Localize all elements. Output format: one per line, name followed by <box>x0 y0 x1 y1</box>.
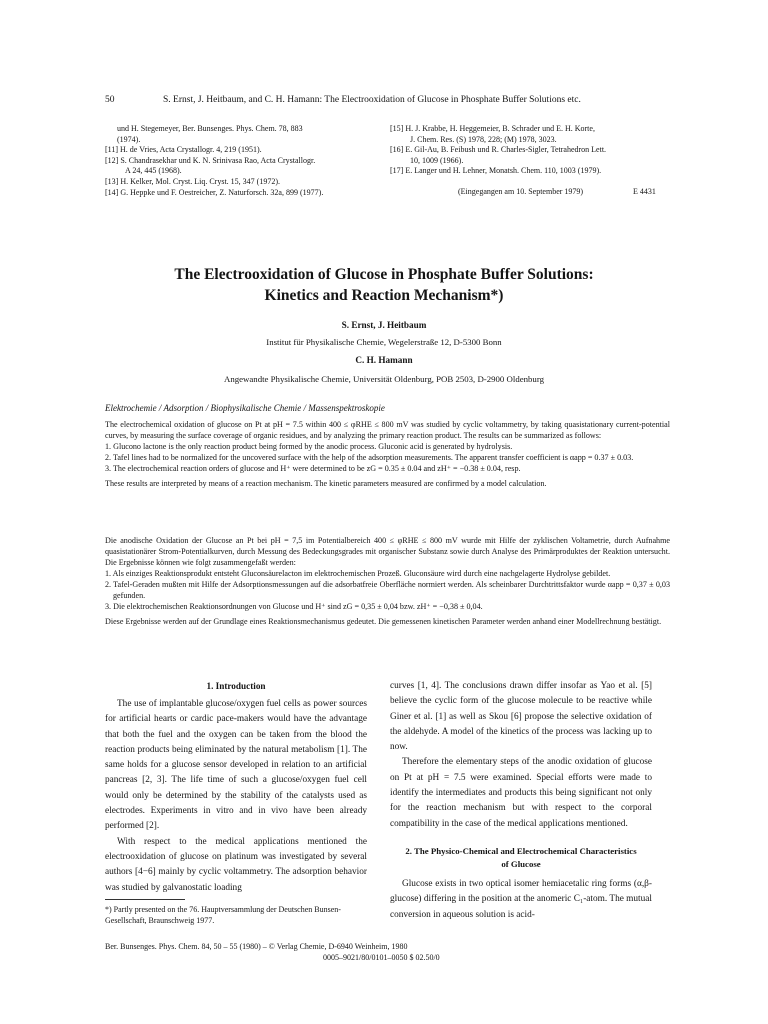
right-paragraph-2: Therefore the elementary steps of the anodic oxidation of glucose on Pt at pH = 7.5 were examined. Special efforts were made to identify the intermediates and products this being significant not only for the reaction mechanism but with respect to the corporal compatibility in the case of the medical applications mentioned. <box>390 757 652 829</box>
reference-line: [13] H. Kelker, Mol. Cryst. Liq. Cryst. 15, 347 (1972). <box>105 176 280 186</box>
footnote: *) Partly presented on the 76. Hauptversammlung der Deutschen Bunsen-Gesellschaft, Braunschweig 1977. <box>105 905 341 925</box>
footnote-rule <box>105 899 185 900</box>
abstract-german <box>105 535 670 627</box>
reference-line: (1974). <box>117 134 141 144</box>
received-code: E 4431 <box>633 187 656 196</box>
abstract-de-item-1: 1. Als einziges Reaktionsprodukt entsteht Gluconsäurelacton im elektrochemischen Prozeß. Gluconsäure wird durch eine nachgelagerte Hydrolyse gebildet. <box>105 569 611 578</box>
page-footer <box>105 941 670 963</box>
received-date: (Eingegangen am 10. September 1979) <box>458 187 584 196</box>
authors-1: S. Ernst, J. Heitbaum <box>341 320 427 330</box>
right-column <box>390 679 652 923</box>
section-2-heading <box>390 845 652 871</box>
running-title: S. Ernst, J. Heitbaum, and C. H. Hamann: The Electrooxidation of Glucose in Phosphate Buffer Solutions etc. <box>163 95 581 105</box>
abstract-de-intro: Die anodische Oxidation der Glucose an Pt bei pH = 7,5 im Potentialbereich 400 ≤ φRHE ≤ 800 mV wurde mit Hilfe der zyklischen Voltametrie, durch Aufnahme quasistationärer Strom-Potentialkurven, durch Messung des Bedeckungsgrades mit organischer Substanz sowie durch Analyse des Primärproduktes der Reaktion untersucht. Die Ergebnisse können wie folgt zusammengefaßt werden: <box>105 536 670 567</box>
reference-line: J. Chem. Res. (S) 1978, 228; (M) 1978, 3023. <box>410 134 557 144</box>
reference-line: [11] H. de Vries, Acta Crystallogr. 4, 219 (1951). <box>105 145 262 155</box>
reference-line: [14] G. Heppke und F. Oestreicher, Z. Naturforsch. 32a, 899 (1977). <box>105 187 324 197</box>
reference-line: [17] E. Langer und H. Lehner, Monatsh. Chem. 110, 1003 (1979). <box>390 166 602 176</box>
reference-line: [15] H. J. Krabbe, H. Heggemeier, B. Schrader und E. H. Korte, <box>390 124 595 133</box>
affiliation-1: Institut für Physikalische Chemie, Wegelerstraße 12, D-5300 Bonn <box>266 337 502 347</box>
abstract-en-intro: The electrochemical oxidation of glucose on Pt at pH = 7.5 within 400 ≤ φRHE ≤ 800 mV was studied by cyclic voltammetry, by taking quasistationary current-potential curves, by measuring the surface coverage of organic residues, and by analyzing the primary reaction product. The results can be summarized as follows: <box>105 420 670 440</box>
section-1-heading: 1. Introduction <box>206 681 266 691</box>
abstract-de-item-2: 2. Tafel-Geraden mußten mit Hilfe der Adsorptionsmessungen auf die adsorbatfreie Oberfläche normiert werden. Als scheinbarer Durchtrittsfaktor wurde αapp = 0,37 ± 0,03 gefunden. <box>105 580 670 600</box>
reference-line: und H. Stegemeyer, Ber. Bunsenges. Phys. Chem. 78, 883 <box>117 124 303 133</box>
keywords: Elektrochemie / Adsorption / Biophysikalische Chemie / Massenspektroskopie <box>105 403 385 413</box>
reference-line: A 24, 445 (1968). <box>125 166 182 176</box>
right-paragraph-1: curves [1, 4]. The conclusions drawn differ insofar as Yao et al. [5] believe the cyclic form of the glucose molecule to be reactive while Giner et al. [1] as well as Skou [6] propose the selective oxidation of the aldehyde. A model of the kinetics of the process was lacking up to now. <box>390 681 652 753</box>
section-1-paragraph-1: The use of implantable glucose/oxygen fuel cells as power sources for artificial hearts or cardic pace-makers would have the advantage that both the fuel and the oxygen can be taken from the blood the reaction products being eliminated by the natural metabolism [1]. The same holds for a glucose sensor developed in relation to an artificial pancreas [2, 3]. The life time of such a glucose/oxygen fuel cell would only be determined by the stability of the catalysts used as electrodes. Experiments in vitro and in vivo have been already performed [2]. <box>105 699 367 832</box>
affiliation-2: Angewandte Physikalische Chemie, Universität Oldenburg, POB 2503, D-2900 Oldenburg <box>224 374 544 384</box>
reference-line: 10, 1009 (1966). <box>410 155 464 165</box>
abstract-de-item-3: 3. Die elektrochemischen Reaktionsordnungen von Glucose und H⁺ sind zG = 0,35 ± 0,04 bzw. zH⁺ = −0,38 ± 0,04. <box>105 602 483 611</box>
section-2-heading-line-1: 2. The Physico-Chemical and Electrochemical Characteristics <box>405 845 637 856</box>
section-1-paragraph-2: With respect to the medical applications mentioned the electrooxidation of glucose on platinum was investigated by several authors [4−6] mainly by cyclic voltammetry. The adsorption behavior was studied by galvanostatic loading <box>105 836 367 893</box>
title-line-2: Kinetics and Reaction Mechanism*) <box>264 287 504 304</box>
abstract-en-item-2: 2. Tafel lines had to be normalized for the uncovered surface with the help of the adsorption measurements. The apparent transfer coefficient is αapp = 0.37 ± 0.03. <box>105 453 634 462</box>
abstract-english <box>105 419 670 489</box>
footer-code: 0005–9021/80/0101–0050 $ 02.50/0 <box>323 953 440 962</box>
title-line-1: The Electrooxidation of Glucose in Phosphate Buffer Solutions: <box>174 266 594 283</box>
abstract-en-item-3: 3. The electrochemical reaction orders of glucose and H⁺ were determined to be zG = 0.35 ± 0.04 and zH⁺ = −0.38 ± 0.04, resp. <box>105 464 521 473</box>
references-right <box>390 124 670 177</box>
abstract-en-closing: These results are interpreted by means of a reaction mechanism. The kinetic parameters measured are confirmed by a model calculation. <box>105 479 547 488</box>
abstract-en-item-1: 1. Glucono lactone is the only reaction product being formed by the anodic process. Gluconic acid is generated by hydrolysis. <box>105 442 513 451</box>
left-column <box>105 680 367 896</box>
article-title <box>0 264 768 306</box>
section-2-paragraph-1: Glucose exists in two optical isomer hemiacetalic ring forms (α,β-glucose) differing in the position at the anomeric C₁-atom. The mutual conversion in aqueous solution is acid- <box>390 878 652 920</box>
authors-2: C. H. Hamann <box>355 355 413 365</box>
section-2-heading-line-2: of Glucose <box>501 858 541 869</box>
footer-citation: Ber. Bunsenges. Phys. Chem. 84, 50 – 55 (1980) – © Verlag Chemie, D-6940 Weinheim, 1980 <box>105 942 408 951</box>
abstract-de-closing: Diese Ergebnisse werden auf der Grundlage eines Reaktionsmechanismus gedeutet. Die gemessenen kinetischen Parameter werden anhand einer Modellrechnung bestätigt. <box>105 617 662 626</box>
page-number: 50 <box>105 95 115 105</box>
reference-line: [16] E. Gil-Au, B. Feibush und R. Charles-Sigler, Tetrahedron Lett. <box>390 145 607 155</box>
references-left <box>105 124 385 198</box>
reference-line: [12] S. Chandrasekhar und K. N. Srinivasa Rao, Acta Crystallogr. <box>105 155 316 165</box>
